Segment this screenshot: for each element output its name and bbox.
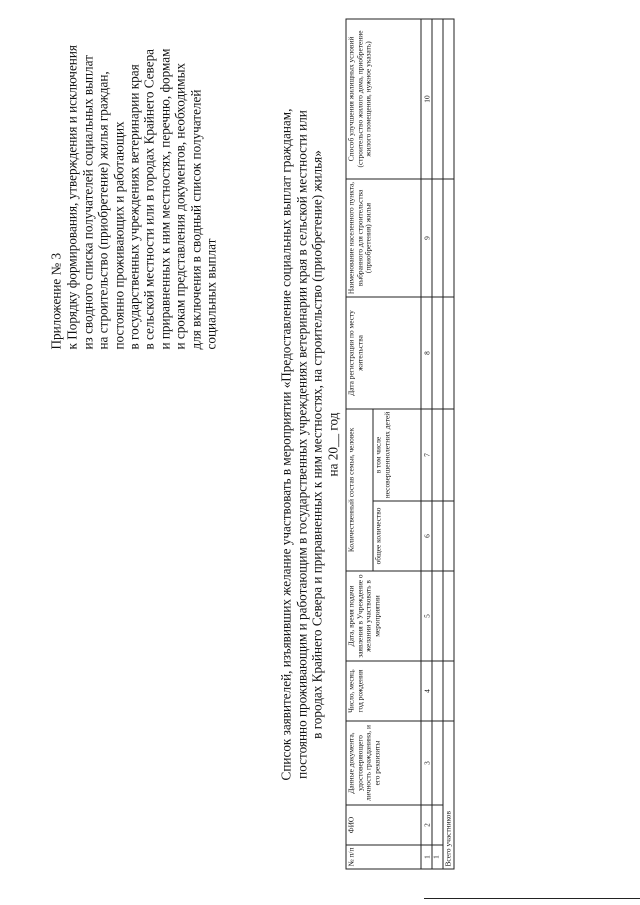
column-number: 5: [421, 571, 432, 661]
header-settlement: Наименование населенного пункта, выбранного для строительства (приобретения) жилья: [346, 179, 421, 297]
column-number: 9: [421, 179, 432, 297]
header-family-size: Количественный состав семьи, человек: [346, 409, 373, 571]
appendix-line: на строительство (приобретение) жилья граждан,: [95, 71, 111, 350]
heading-year-line: на 20__ год: [325, 412, 341, 477]
appendix-line: для включения в сводный список получателей: [188, 89, 204, 350]
header-housing-method: Способ улучшения жилищных условий (строительство жилого дома, приобретение жилого помещения, нужное указать): [346, 19, 421, 179]
header-birth-date: Число, месяц, год рождения: [346, 661, 421, 721]
column-number: 10: [421, 19, 432, 179]
heading-line: в городах Крайнего Севера и приравненных к ним местностях, на строительство (приобретение) жилья»: [309, 150, 325, 739]
header-family-minors: в том числе несовершеннолетних детей: [373, 409, 421, 501]
appendix-line: в государственных учреждениях ветеринарии края: [126, 64, 142, 350]
appendix-line: и срокам представления документов, необходимых: [172, 62, 188, 350]
column-number: 1: [421, 845, 432, 869]
appendix-line: постоянно проживающих и работающих: [111, 121, 127, 350]
header-registration-date: Дата регистрации по месту жительства: [346, 297, 421, 409]
column-number: 6: [421, 501, 432, 571]
header-document: Данные документа, удостоверяющего личность гражданина, и его реквизиты: [346, 721, 421, 805]
column-number: 8: [421, 297, 432, 409]
total-label: Всего участников: [443, 721, 454, 869]
column-number: 3: [421, 721, 432, 805]
row-number-cell: 1: [432, 845, 443, 869]
appendix-line: социальных выплат: [203, 238, 219, 350]
header-application-date: Дата, время подачи заявления в Учреждение о желании участвовать в мероприятии: [346, 571, 421, 661]
appendix-line: и приравненных к ним местностях, перечню, формам: [157, 48, 173, 350]
appendix-line: в сельской местности или в городах Крайнего Севера: [141, 48, 157, 350]
column-number: 4: [421, 661, 432, 721]
column-number: 2: [421, 805, 432, 845]
appendix-line: к Порядку формирования, утверждения и исключения: [64, 45, 80, 350]
heading-line: постоянно проживающим и работающим в государственных учреждениях ветеринарии края в сельской местности или: [294, 110, 310, 779]
header-num: № п/п: [346, 845, 421, 869]
header-fio: ФИО: [346, 805, 421, 845]
column-number: 7: [421, 409, 432, 501]
appendix-title: Приложение № 3: [48, 252, 64, 350]
heading-line: Список заявителей, изъявивших желание участвовать в мероприятии «Предоставление социальных выплат гражданам,: [278, 108, 294, 781]
appendix-line: из сводного списка получателей социальных выплат: [80, 55, 96, 350]
header-family-total: общее количество: [373, 501, 421, 571]
